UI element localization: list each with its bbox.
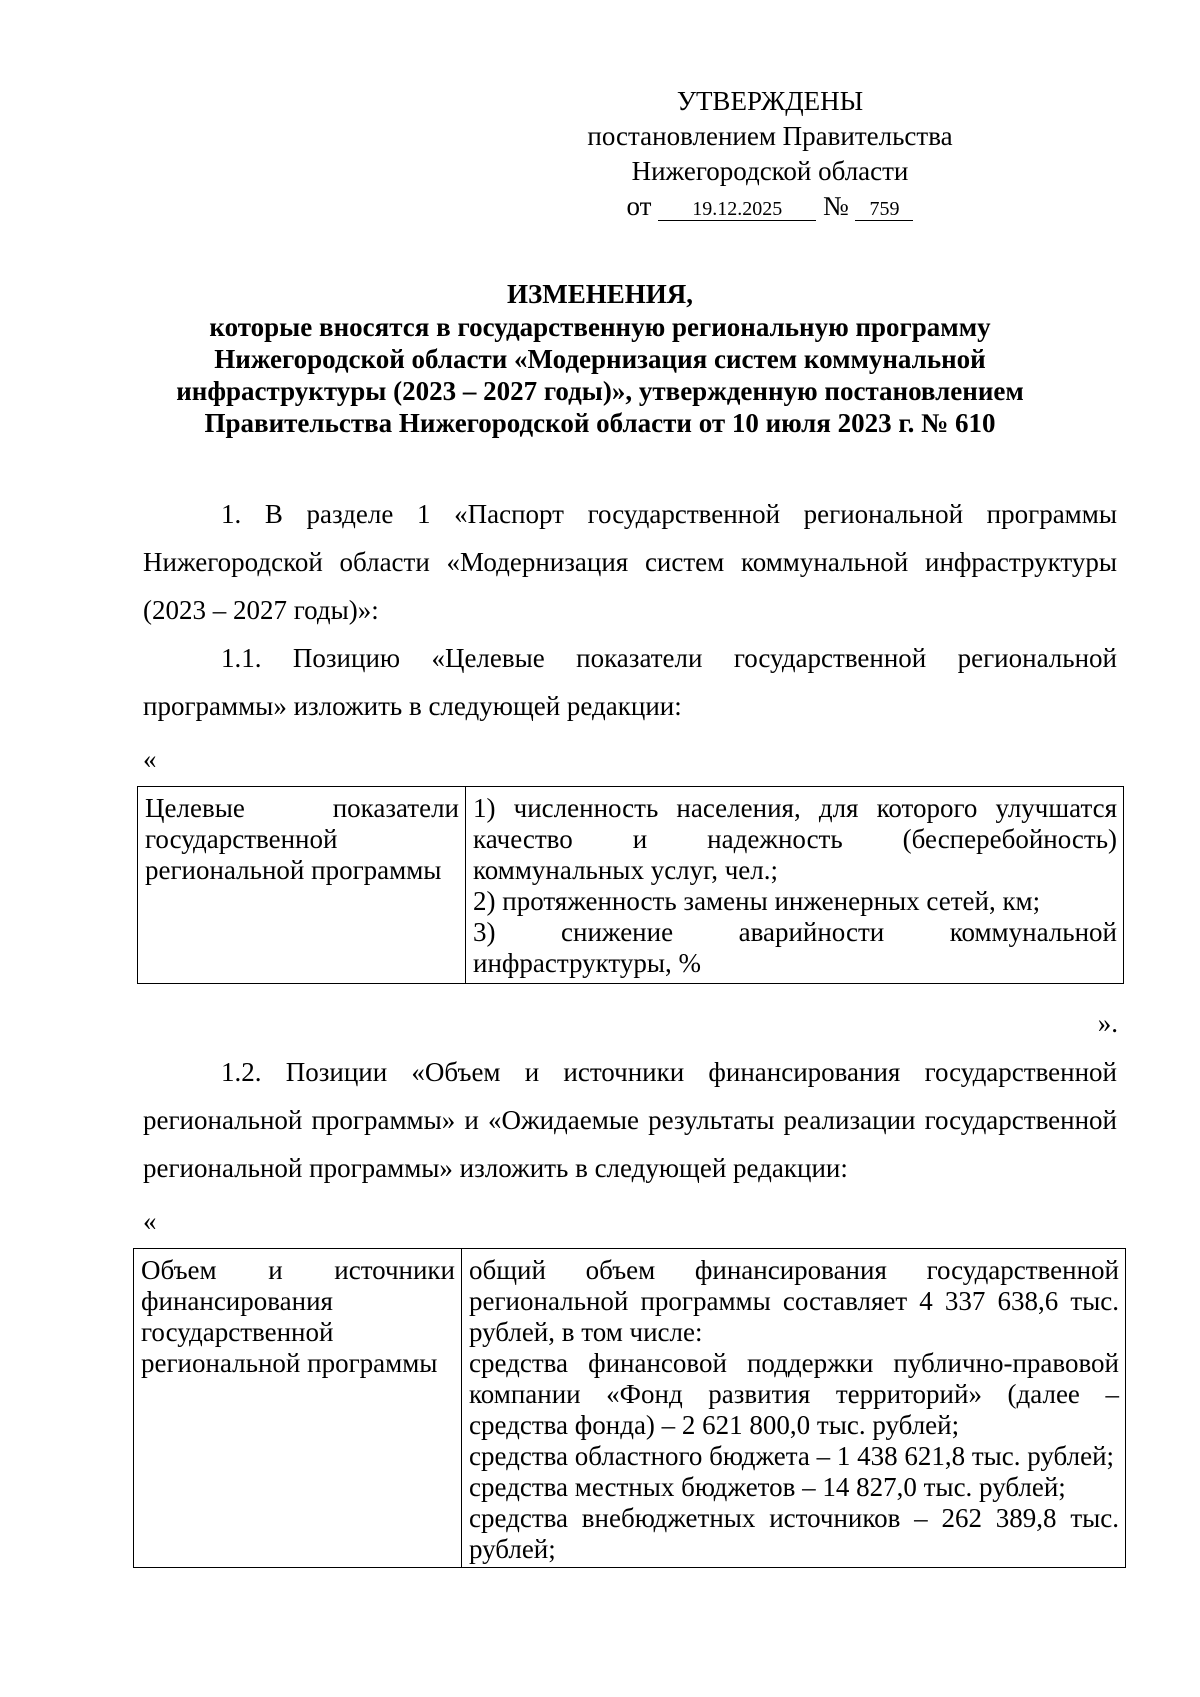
paragraph-1-1-text: 1.1. Позицию «Целевые показатели государственной региональной программы» изложить в следующей редакции:	[143, 643, 1117, 721]
targets-value-cell	[466, 787, 1124, 984]
financing-item-2: средства финансовой поддержки публично-правовой компании «Фонд развития территорий» (далее – средства фонда) – 2 621 800,0 тыс. рублей;	[469, 1348, 1119, 1440]
approval-heading: УТВЕРЖДЕНЫ	[676, 86, 864, 116]
approval-date: 19.12.2025	[658, 198, 816, 221]
financing-table	[133, 1248, 1126, 1568]
title-main: ИЗМЕНЕНИЯ,	[506, 279, 693, 309]
table-row	[138, 787, 1124, 984]
target-item-3: 3) снижение аварийности коммунальной инфраструктуры, %	[473, 917, 1117, 978]
financing-value-cell	[462, 1249, 1126, 1568]
open-quote-2: «	[143, 1206, 157, 1236]
document-title	[130, 278, 1070, 439]
approval-line-1: постановлением Правительства	[587, 121, 953, 151]
approval-line-2: Нижегородской области	[631, 156, 909, 186]
financing-label-cell	[134, 1249, 462, 1568]
targets-label-cell	[138, 787, 466, 984]
financing-item-5: средства внебюджетных источников – 262 389,8 тыс. рублей;	[469, 1503, 1119, 1564]
paragraph-1-text: 1. В разделе 1 «Паспорт государственной региональной программы Нижегородской области «Модернизация систем коммунальной инфраструктуры (2023 – 2027 годы)»:	[143, 499, 1117, 625]
approval-block	[560, 84, 980, 224]
financing-item-3: средства областного бюджета – 1 438 621,8 тыс. рублей;	[469, 1441, 1115, 1471]
targets-table	[137, 786, 1124, 984]
paragraph-1-1	[143, 634, 1117, 730]
approval-number: 759	[855, 198, 913, 221]
number-prefix: №	[822, 191, 849, 221]
financing-label: Объем и источники финансирования государственной региональной программы	[141, 1255, 455, 1378]
date-prefix: от	[626, 191, 652, 221]
title-subtitle: которые вносятся в государственную региональную программу Нижегородской области «Модернизация систем коммунальной инфраструктуры (2023 – 2027 годы)», утвержденную постановлением Правительства Нижегородской области от 10 июля 2023 г. № 610	[176, 312, 1024, 438]
target-item-1: 1) численность населения, для которого улучшатся качество и надежность (бесперебойность) коммунальных услуг, чел.;	[473, 793, 1117, 885]
financing-item-1: общий объем финансирования государственной региональной программы составляет 4 337 638,6 тыс. рублей, в том числе:	[469, 1255, 1119, 1347]
paragraph-1	[143, 490, 1117, 634]
targets-label: Целевые показатели государственной региональной программы	[145, 793, 459, 885]
approval-date-row	[560, 189, 980, 224]
open-quote-1: «	[143, 744, 157, 774]
table-row	[134, 1249, 1126, 1568]
paragraph-1-2	[143, 1048, 1117, 1192]
close-quote-1: ».	[1097, 1008, 1118, 1038]
financing-item-4: средства местных бюджетов – 14 827,0 тыс. рублей;	[469, 1472, 1066, 1502]
target-item-2: 2) протяженность замены инженерных сетей, км;	[473, 886, 1041, 916]
paragraph-1-2-text: 1.2. Позиции «Объем и источники финансирования государственной региональной программы» и «Ожидаемые результаты реализации государственной региональной программы» изложить в следующей редакции:	[143, 1057, 1117, 1183]
